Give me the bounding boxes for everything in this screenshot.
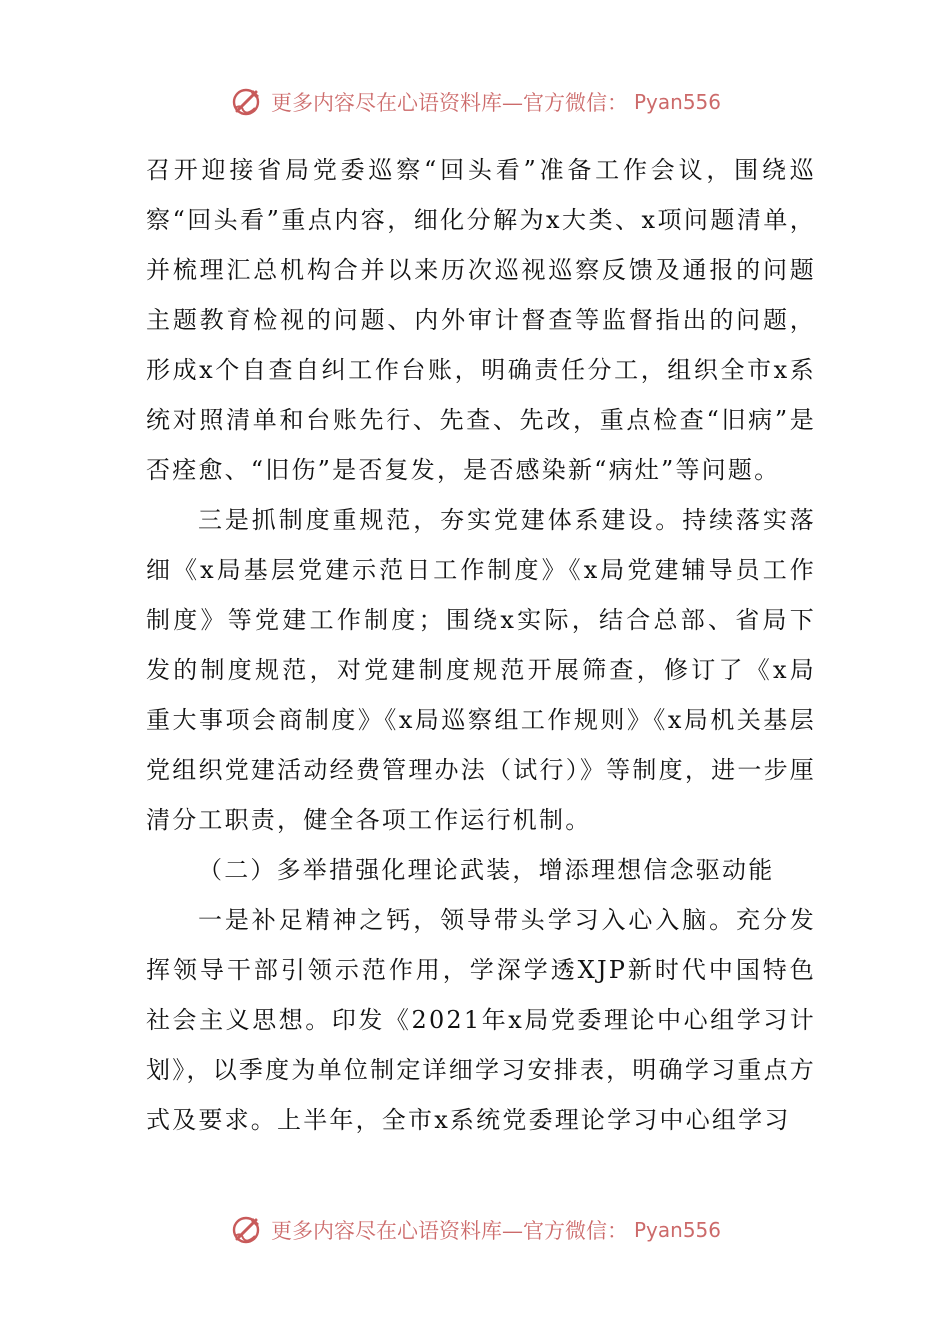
document-body: [146, 145, 816, 1145]
watermark-text: 更多内容尽在心语资料库—官方微信：: [270, 1219, 628, 1243]
watermark-wechat-id: Pyan556: [633, 90, 721, 114]
watermark-text: 更多内容尽在心语资料库—官方微信：: [270, 91, 628, 115]
pen-signature-icon: [229, 84, 265, 120]
paragraph-continued: 召开迎接省局党委巡察“回头看”准备工作会议，围绕巡察“回头看”重点内容，细化分解为x大类、x项问题清单，并梳理汇总机构合并以来历次巡视巡察反馈及通报的问题主题教育检视的问题、内外审计督查等监督指出的问题，形成x个自查自纠工作台账，明确责任分工，组织全市x系统对照清单和台账先行、先查、先改，重点检查“旧病”是否痊愈、“旧伤”是否复发，是否感染新“病灶”等问题。: [146, 156, 816, 484]
watermark-header: [0, 82, 950, 122]
pen-signature-icon: [229, 1212, 265, 1248]
paragraph-study: 一是补足精神之钙，领导带头学习入心入脑。充分发挥领导干部引领示范作用，学深学透XJP新时代中国特色社会主义思想。印发《2021年x局党委理论中心组学习计划》，以季度为单位制定详细学习安排表，明确学习重点方式及要求。上半年，全市x系统党委理论学习中心组学习: [146, 906, 816, 1134]
paragraph-rules: 三是抓制度重规范，夯实党建体系建设。持续落实落细《x局基层党建示范日工作制度》《x局党建辅导员工作制度》等党建工作制度；围绕x实际，结合总部、省局下发的制度规范，对党建制度规范开展筛查，修订了《x局重大事项会商制度》《x局巡察组工作规则》《x局机关基层党组织党建活动经费管理办法（试行）》等制度，进一步厘清分工职责，健全各项工作运行机制。: [146, 506, 816, 834]
watermark-footer: [0, 1210, 950, 1250]
section-heading: （二）多举措强化理论武装，增添理想信念驱动能: [198, 856, 775, 884]
watermark-wechat-id: Pyan556: [633, 1218, 721, 1242]
